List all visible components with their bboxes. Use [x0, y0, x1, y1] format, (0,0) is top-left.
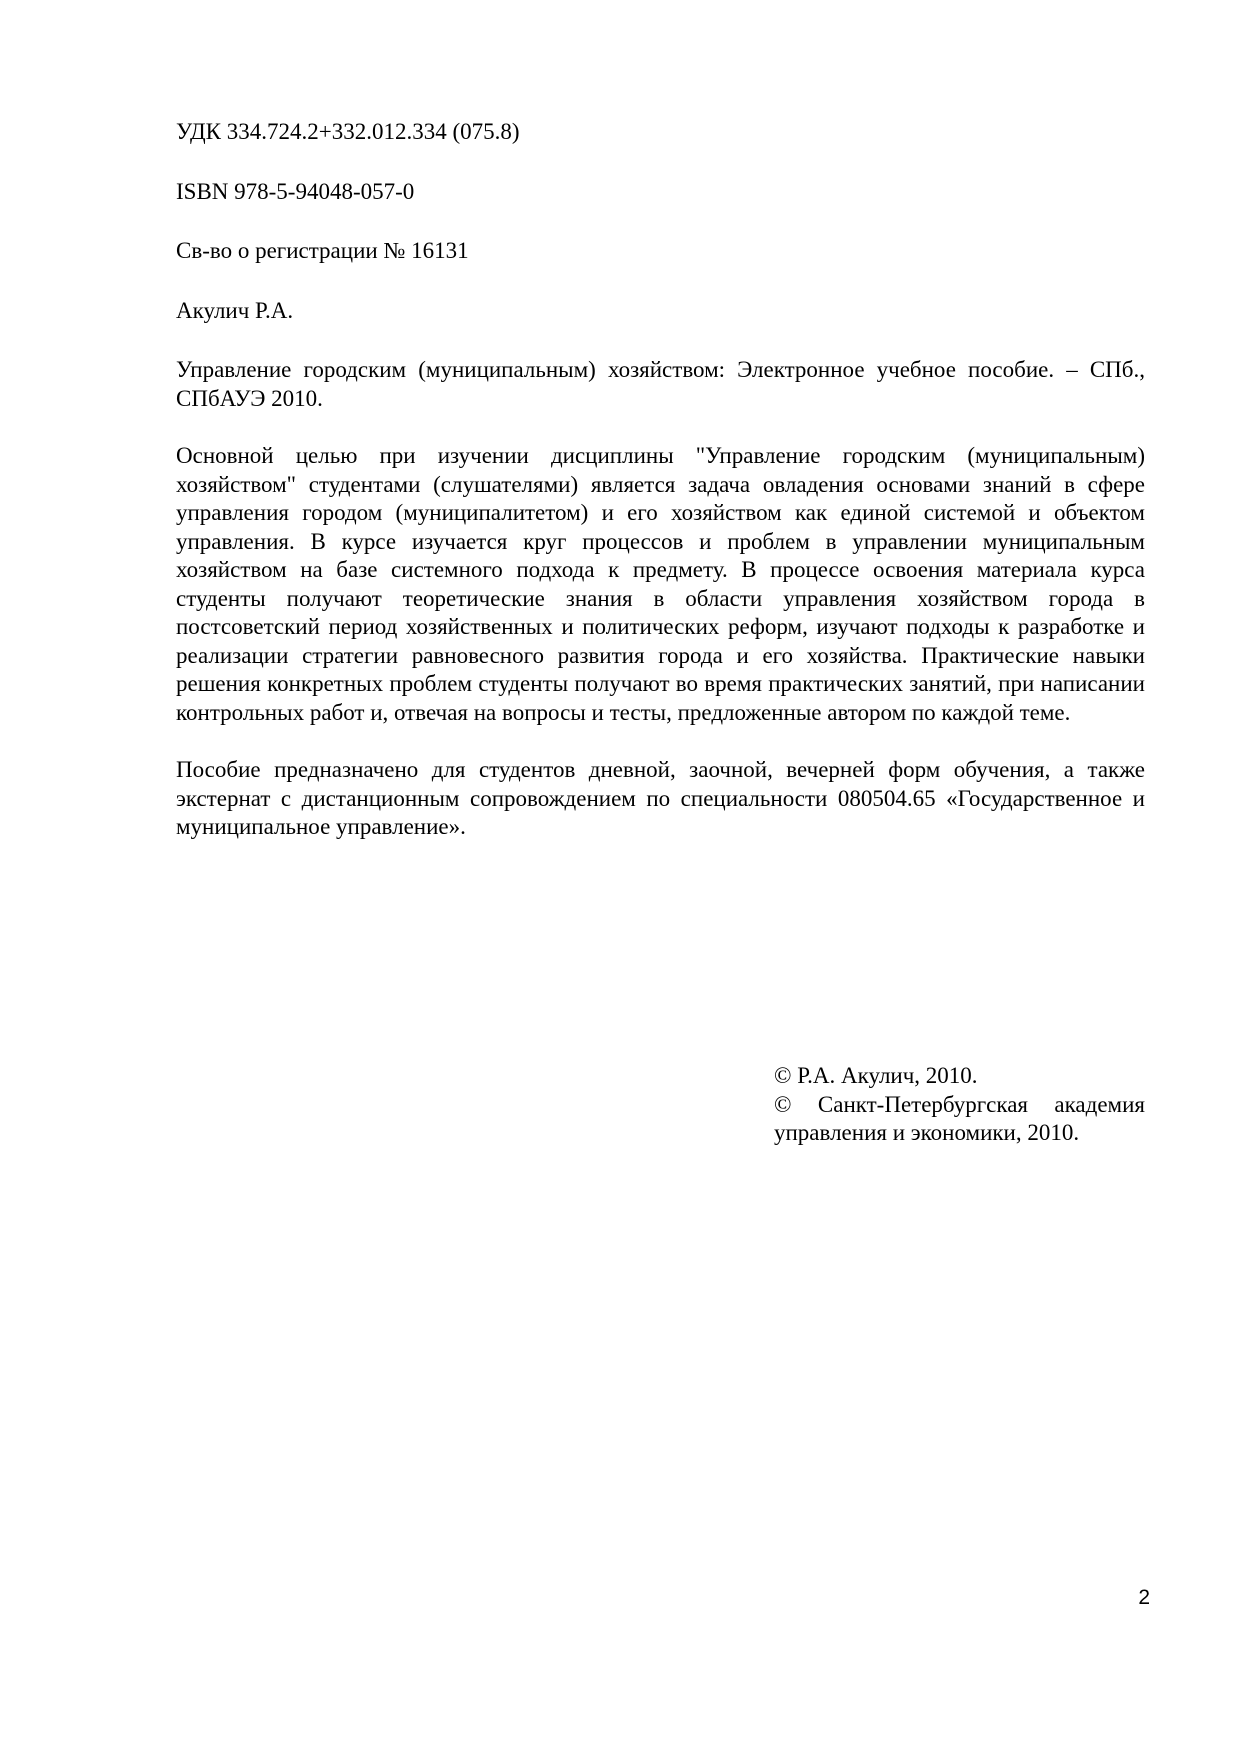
page-number: 2 [1138, 1586, 1150, 1609]
copyright-block [774, 1062, 1145, 1148]
isbn-number: ISBN 978-5-94048-057-0 [176, 178, 415, 204]
udk-code: УДК 334.724.2+332.012.334 (075.8) [176, 119, 520, 144]
copyright-academy: © Санкт-Петербургская академия управления и экономики, 2010. [774, 1091, 1145, 1145]
abstract-paragraph: Основной целью при изучении дисциплины "Управление городским (муниципальным) хозяйством" студентами (слушателями) является задача овладения основами знаний в сфере управления городом (муниципалитетом) и его хозяйством как единой системой и объектом управления. В курсе изучается круг процессов и проблем в управлении муниципальным хозяйством на базе системного подхода к предмету. В процессе освоения материала курса студенты получают теоретические знания в области управления хозяйством города в постсоветский период хозяйственных и политических реформ, изучают подходы к разработке и реализации стратегии равновесного развития города и его хозяйства. Практические навыки решения конкретных проблем студенты получают во время практических занятий, при написании контрольных работ и, отвечая на вопросы и тесты, предложенные автором по каждой теме. [176, 443, 1145, 725]
copyright-author: © Р.А. Акулич, 2010. [774, 1063, 978, 1088]
registration-certificate: Св-во о регистрации № 16131 [176, 238, 469, 263]
audience-paragraph: Пособие предназначено для студентов дневной, заочной, вечерней форм обучения, а также экстернат с дистанционным сопровождением по специальности 080504.65 «Государственное и муниципальное управление». [176, 757, 1145, 839]
bibliographic-entry: Управление городским (муниципальным) хозяйством: Электронное учебное пособие. – СПб., СПбАУЭ 2010. [176, 357, 1145, 411]
document-body [176, 118, 1145, 871]
author-name: Акулич Р.А. [176, 297, 294, 323]
